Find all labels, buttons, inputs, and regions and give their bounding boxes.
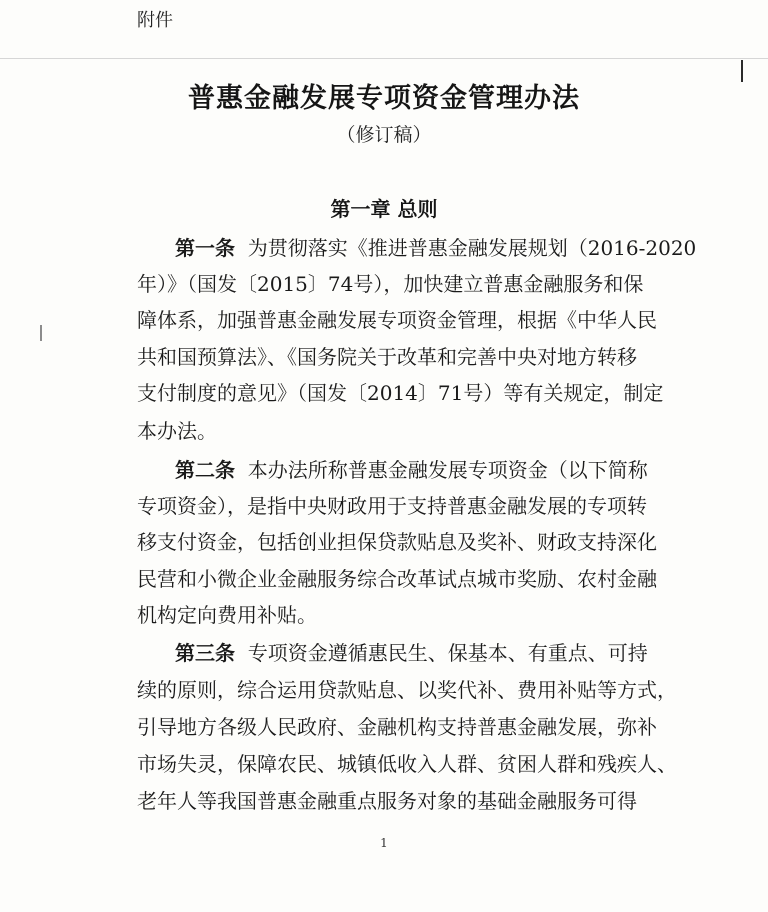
article-3-line-4: 市场失灵，保障农民、城镇低收入人群、贫困人群和残疾人、 bbox=[137, 752, 677, 776]
article-2-line-2: 专项资金），是指中央财政用于支持普惠金融发展的专项转 bbox=[137, 494, 647, 518]
article-1-line-3: 障体系，加强普惠金融发展专项资金管理，根据《中华人民 bbox=[137, 308, 657, 332]
article-1-label: 第一条 bbox=[175, 236, 235, 260]
article-3-label: 第三条 bbox=[175, 641, 235, 665]
article-3-line-2: 续的原则，综合运用贷款贴息、以奖代补、费用补贴等方式， bbox=[137, 678, 677, 702]
article-2-line-1 bbox=[175, 455, 648, 485]
article-3-line-5: 老年人等我国普惠金融重点服务对象的基础金融服务可得 bbox=[137, 789, 637, 813]
page-number: 1 bbox=[380, 836, 388, 850]
article-2-line-5: 机构定向费用补贴。 bbox=[137, 603, 317, 627]
article-2-label: 第二条 bbox=[175, 458, 235, 482]
attachment-label: 附件 bbox=[137, 10, 173, 31]
article-2-line-4: 民营和小微企业金融服务综合改革试点城市奖励、农村金融 bbox=[137, 567, 657, 591]
article-2-text: 本办法所称普惠金融发展专项资金（以下简称 bbox=[247, 458, 648, 482]
article-1-line-5: 支付制度的意见》（国发〔2014〕71号）等有关规定，制定 bbox=[137, 381, 664, 405]
article-1-line-6: 本办法。 bbox=[137, 419, 217, 443]
scan-mark-left bbox=[40, 325, 42, 341]
article-1-line-4: 共和国预算法》、《国务院关于改革和完善中央对地方转移 bbox=[137, 345, 637, 369]
chapter-heading: 第一章 总则 bbox=[330, 197, 438, 221]
document-title: 普惠金融发展专项资金管理办法 bbox=[188, 83, 580, 114]
article-1-line-1 bbox=[175, 233, 697, 263]
document-subtitle: （修订稿） bbox=[336, 124, 432, 146]
article-2-line-3: 移支付资金，包括创业担保贷款贴息及奖补、财政支持深化 bbox=[137, 530, 657, 554]
article-3-text: 专项资金遵循惠民生、保基本、有重点、可持 bbox=[247, 641, 648, 665]
article-3-line-3: 引导地方各级人民政府、金融机构支持普惠金融发展，弥补 bbox=[137, 715, 657, 739]
article-1-line-2: 年）》（国发〔2015〕74号），加快建立普惠金融服务和保 bbox=[137, 272, 644, 296]
scan-edge-line bbox=[0, 58, 768, 59]
article-3-line-1 bbox=[175, 638, 648, 668]
article-1-text: 为贯彻落实《推进普惠金融发展规划（2016-2020 bbox=[247, 236, 697, 260]
